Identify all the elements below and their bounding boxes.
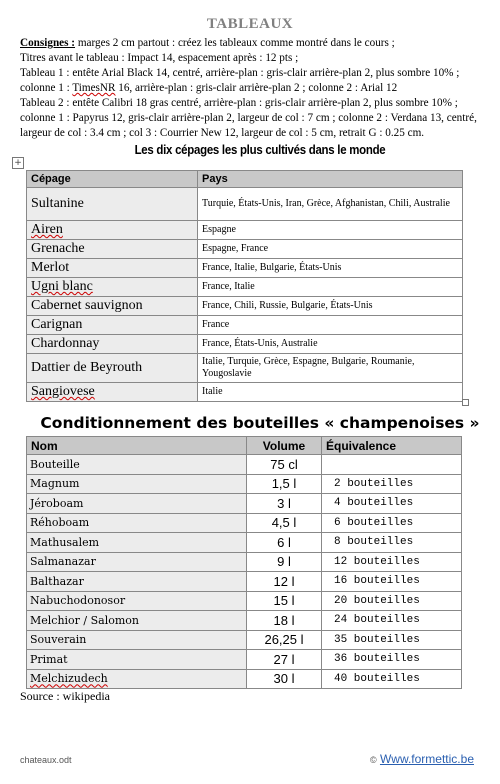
instructions-block [20, 36, 488, 141]
pays-cell[interactable]: France, Italie, Bulgarie, États-Unis [198, 259, 463, 278]
instructions-line-1: Consignes : marges 2 cm partout : créez les tableaux comme montré dans le cours ; [20, 37, 395, 49]
volume-cell[interactable]: 75 cl [247, 455, 322, 475]
cepage-cell[interactable]: Merlot [27, 259, 198, 278]
source-line: Source : wikipedia [20, 689, 110, 703]
table-row [27, 669, 462, 689]
table-row [27, 552, 462, 572]
volume-cell[interactable]: 27 l [247, 650, 322, 670]
footer-website [370, 752, 474, 766]
nom-cell[interactable]: Nabuchodonosor [27, 591, 247, 611]
document-title: TABLEAUX [206, 16, 294, 32]
column-header-equivalence: Équivalence [322, 437, 462, 455]
table-row [27, 259, 463, 278]
nom-cell[interactable]: Salmanazar [27, 552, 247, 572]
equivalence-cell[interactable]: 20 bouteilles [322, 591, 462, 611]
volume-cell[interactable]: 4,5 l [247, 513, 322, 533]
volume-cell[interactable]: 1,5 l [247, 474, 322, 494]
equivalence-cell[interactable]: 8 bouteilles [322, 533, 462, 553]
pays-cell[interactable]: France, États-Unis, Australie [198, 335, 463, 354]
table-row [27, 630, 462, 650]
equivalence-cell[interactable]: 6 bouteilles [322, 513, 462, 533]
cepage-cell[interactable]: Sultanine [27, 188, 198, 221]
cepage-cell[interactable]: Airen [27, 221, 198, 240]
column-header-volume: Volume [247, 437, 322, 455]
equivalence-cell[interactable]: 36 bouteilles [322, 650, 462, 670]
spellcheck-word: TimesNR [72, 82, 116, 94]
volume-cell[interactable]: 12 l [247, 572, 322, 592]
column-header-nom: Nom [27, 437, 247, 455]
table1-title: Les dix cépages les plus cultivés dans le monde [134, 142, 386, 157]
table-row [27, 316, 463, 335]
equivalence-cell[interactable]: 12 bouteilles [322, 552, 462, 572]
table-row [27, 278, 463, 297]
cepage-cell[interactable]: Sangiovese [27, 383, 198, 402]
volume-cell[interactable]: 15 l [247, 591, 322, 611]
pays-cell[interactable]: Espagne, France [198, 240, 463, 259]
equivalence-cell[interactable]: 40 bouteilles [322, 669, 462, 689]
equivalence-cell[interactable]: 4 bouteilles [322, 494, 462, 514]
cepage-cell[interactable]: Dattier de Beyrouth [27, 354, 198, 383]
pays-cell[interactable]: France, Chili, Russie, Bulgarie, États-Unis [198, 297, 463, 316]
pays-cell[interactable]: Espagne [198, 221, 463, 240]
footer-filename: chateaux.odt [20, 755, 72, 765]
equivalence-cell[interactable]: 2 bouteilles [322, 474, 462, 494]
equivalence-cell[interactable]: 35 bouteilles [322, 630, 462, 650]
volume-cell[interactable]: 9 l [247, 552, 322, 572]
column-header-pays: Pays [198, 171, 463, 188]
table2-title: Conditionnement des bouteilles « champenoises » [40, 414, 480, 432]
equivalence-cell[interactable] [322, 455, 462, 475]
table-row [27, 383, 463, 402]
instructions-line-3: Tableau 1 : entête Arial Black 14, centré, arrière-plan : gris-clair arrière-plan 2, plus sombre 10% ; colonne 1 : TimesNR 16, arrière-plan : gris-clair arrière-plan 2 ; colonne 2 : Arial 12 [20, 67, 460, 94]
table-row [27, 188, 463, 221]
equivalence-cell[interactable]: 24 bouteilles [322, 611, 462, 631]
table-row [27, 221, 463, 240]
cepage-cell[interactable]: Ugni blanc [27, 278, 198, 297]
instructions-line-4: Tableau 2 : entête Calibri 18 gras centré, arrière-plan : gris-clair arrière-plan 2, plus sombre 10% ; colonne 1 : Papyrus 12, gris-clair arrière-plan 2, largeur de col : 7 cm ; colonne 2 : Verdana 13, centré, largeur de col : 3.4 cm ; col 3 : Courrier New 12, largeur de col : 5 cm, retrait G : 0.25 cm. [20, 97, 477, 139]
champagne-bottles-table [26, 436, 462, 689]
pays-cell[interactable]: Italie, Turquie, Grèce, Espagne, Bulgarie, Roumanie, Yougoslavie [198, 354, 463, 383]
table-row [27, 591, 462, 611]
nom-cell[interactable]: Magnum [27, 474, 247, 494]
cepage-cell[interactable]: Cabernet sauvignon [27, 297, 198, 316]
instructions-lead: Consignes : [20, 37, 76, 49]
grape-varieties-table [26, 170, 463, 402]
table-row [27, 240, 463, 259]
volume-cell[interactable]: 6 l [247, 533, 322, 553]
instructions-line-2: Titres avant le tableau : Impact 14, espacement après : 12 pts ; [20, 52, 299, 64]
table-row [27, 513, 462, 533]
pays-cell[interactable]: Turquie, États-Unis, Iran, Grèce, Afghanistan, Chili, Australie [198, 188, 463, 221]
nom-cell[interactable]: Melchizudech [27, 669, 247, 689]
table-row [27, 611, 462, 631]
table-row [27, 354, 463, 383]
cepage-cell[interactable]: Grenache [27, 240, 198, 259]
website-link[interactable]: Www.formettic.be [379, 752, 474, 766]
table-row [27, 297, 463, 316]
cepage-cell[interactable]: Chardonnay [27, 335, 198, 354]
nom-cell[interactable]: Jéroboam [27, 494, 247, 514]
nom-cell[interactable]: Melchior / Salomon [27, 611, 247, 631]
cepage-cell[interactable]: Carignan [27, 316, 198, 335]
volume-cell[interactable]: 30 l [247, 669, 322, 689]
copyright-symbol: © [369, 755, 377, 765]
pays-cell[interactable]: Italie [198, 383, 463, 402]
table-row [27, 474, 462, 494]
pays-cell[interactable]: France, Italie [198, 278, 463, 297]
volume-cell[interactable]: 26,25 l [247, 630, 322, 650]
nom-cell[interactable]: Bouteille [27, 455, 247, 475]
nom-cell[interactable]: Mathusalem [27, 533, 247, 553]
volume-cell[interactable]: 3 l [247, 494, 322, 514]
table-row [27, 455, 462, 475]
nom-cell[interactable]: Souverain [27, 630, 247, 650]
table-row [27, 494, 462, 514]
nom-cell[interactable]: Primat [27, 650, 247, 670]
table-move-handle-icon[interactable]: + [12, 157, 24, 169]
table-resize-handle[interactable] [462, 399, 469, 406]
nom-cell[interactable]: Réhoboam [27, 513, 247, 533]
equivalence-cell[interactable]: 16 bouteilles [322, 572, 462, 592]
volume-cell[interactable]: 18 l [247, 611, 322, 631]
table-row [27, 650, 462, 670]
source-link[interactable]: wikipedia [62, 689, 110, 703]
table-row [27, 533, 462, 553]
pays-cell[interactable]: France [198, 316, 463, 335]
column-header-cepage: Cépage [27, 171, 198, 188]
nom-cell[interactable]: Balthazar [27, 572, 247, 592]
table-row [27, 335, 463, 354]
table-row [27, 572, 462, 592]
